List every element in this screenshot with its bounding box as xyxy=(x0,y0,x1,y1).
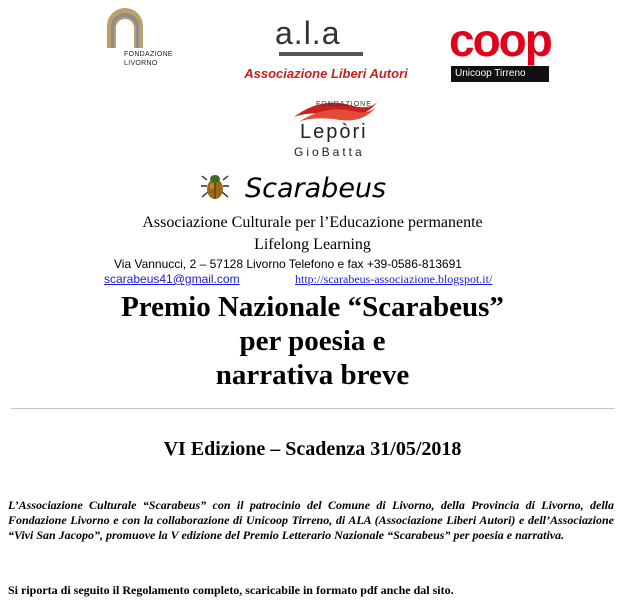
email-link[interactable]: scarabeus41@gmail.com xyxy=(104,272,240,286)
coop-subtitle: Unicoop Tirreno xyxy=(451,66,549,82)
website-link[interactable]: http://scarabeus-associazione.blogspot.it/ xyxy=(295,272,493,286)
prize-title xyxy=(0,290,625,392)
ala-underline xyxy=(279,52,363,56)
ala-mark: a.l.a xyxy=(275,15,341,51)
intro-paragraph: L’Associazione Culturale “Scarabeus” con il patrocinio del Comune di Livorno, della Provincia di Livorno, della Fondazione Livorno e con la collaborazione di Unicoop Tirreno, di ALA (Associazione Liberi Autori) e dell’Associazione “Vivi San Jacopo”, promuove la V edizione del Premio Letterario Nazionale “Scarabeus” per poesia e narrativa. xyxy=(8,498,614,543)
coop-wordmark: coop xyxy=(449,14,551,66)
fondazione-livorno-line2: LIVORNO xyxy=(124,60,158,67)
prize-title-line1: Premio Nazionale “Scarabeus” xyxy=(121,291,504,323)
program-name: Lifelong Learning xyxy=(254,236,371,253)
scarabeus-title: Scarabeus xyxy=(245,173,387,204)
lepori-top: FONDAZIONE xyxy=(316,101,372,108)
coop-logo xyxy=(449,14,553,84)
prize-title-line2: per poesia e xyxy=(239,325,386,357)
ala-name: Associazione Liberi Autori xyxy=(244,66,408,81)
association-name: Associazione Culturale per l’Educazione permanente xyxy=(142,214,483,231)
prize-title-line3: narrativa breve xyxy=(215,359,410,391)
address-line: Via Vannucci, 2 – 57128 Livorno Telefono e fax +39-0586-813691 xyxy=(114,257,462,271)
fondazione-lepori-logo xyxy=(288,95,384,167)
regulation-note: Si riporta di seguito il Regolamento completo, scaricabile in formato pdf anche dal sito. xyxy=(8,583,454,597)
lepori-wordmark: Lepòri xyxy=(300,121,368,143)
fondazione-livorno-logo xyxy=(101,6,173,76)
lepori-subtitle: GioBatta xyxy=(294,145,365,159)
edition-heading: VI Edizione – Scadenza 31/05/2018 xyxy=(163,438,462,460)
fondazione-livorno-line1: FONDAZIONE xyxy=(124,51,173,58)
divider xyxy=(11,408,615,409)
ala-logo xyxy=(237,14,415,88)
beetle-icon xyxy=(199,170,231,202)
